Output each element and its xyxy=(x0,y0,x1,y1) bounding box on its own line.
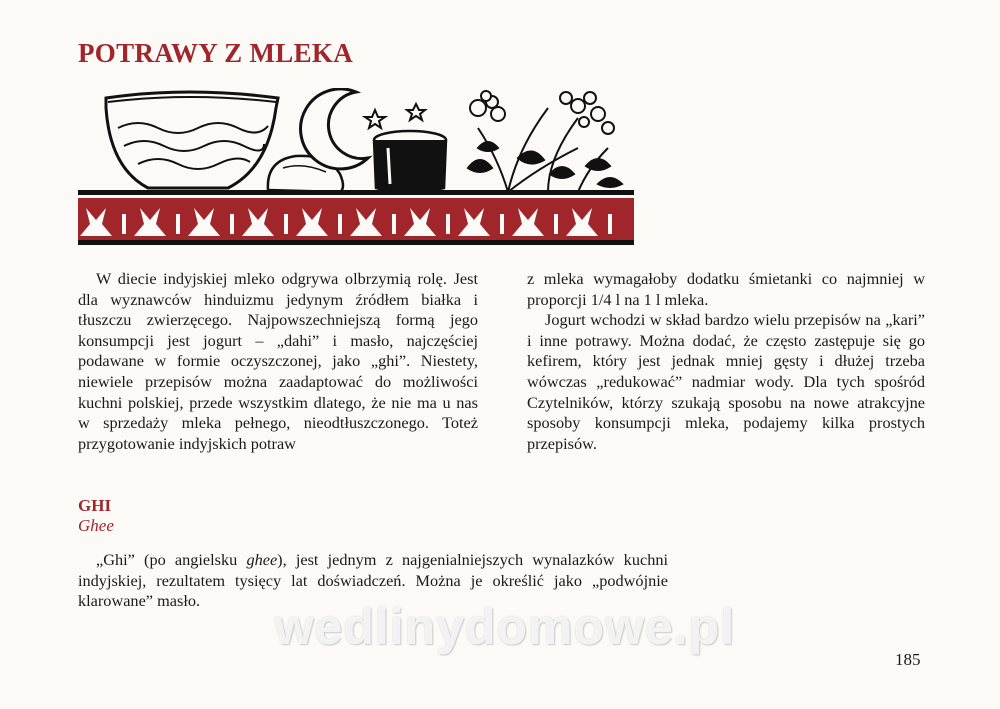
intro-paragraph: Jogurt wchodzi w skład bardzo wielu przepisów na „kari” i inne potrawy. Można dodać, że często zastępuje się go kefirem, który jest jednak mniej gęsty i dłużej trzeba wówczas „redukować” nadmiar wody. Dla tych spośród Czytelników, którzy szukają sposobu na nowe atrakcyjne sposoby konsumpcji mleka, podajemy kilka prostych przepisów. xyxy=(527,310,925,453)
crescent-moon-icon xyxy=(301,89,368,169)
bowl-icon xyxy=(106,92,278,188)
recipe-heading xyxy=(78,496,114,536)
ornament-border xyxy=(78,198,634,245)
page-number: 185 xyxy=(895,650,921,669)
recipe-title: GHI xyxy=(78,496,112,515)
watermark: wedlinydomowe.pl xyxy=(274,599,736,655)
clay-pot-icon xyxy=(374,131,446,192)
page-title: POTRAWY Z MLEKA xyxy=(78,38,354,68)
shelf-line xyxy=(78,190,634,195)
intro-right-column xyxy=(527,269,925,454)
recipe-subtitle: Ghee xyxy=(78,516,114,535)
recipe-text-start: „Ghi” (po angielsku xyxy=(96,550,247,569)
recipe-text-end: ), jest jednym z najgenialniejszych wynalazków kuchni indyjskiej, rezultatem tysięcy lat doświadczeń. Można je określić jako „podwójnie klarowane” masło. xyxy=(78,550,668,611)
recipe-text-italic: ghee xyxy=(246,550,278,569)
intro-left-column xyxy=(78,269,478,454)
header-illustration xyxy=(78,88,634,246)
star-icon xyxy=(365,104,425,128)
herb-plant-icon xyxy=(468,91,622,192)
intro-paragraph-continued: z mleka wymagałoby dodatku śmietanki co najmniej w proporcji 1/4 l na 1 l mleka. xyxy=(527,269,925,309)
intro-paragraph: W diecie indyjskiej mleko odgrywa olbrzymią rolę. Jest dla wyznawców hinduizmu jedynym źródłem białka i tłuszczu zwierzęcego. Najpowszechniejszą formą jego konsumpcji jest jogurt – „dahi” i masło, najczęściej podawane w formie oczyszczonej, jako „ghi”. Niestety, niewiele przepisów można zaadaptować do możliwości kuchni polskiej, przede wszystkim dlatego, że nie ma u nas w sprzedaży mleka pełnego, nieodtłuszczonego. Toteż przygotowanie indyjskich potraw xyxy=(78,269,478,453)
